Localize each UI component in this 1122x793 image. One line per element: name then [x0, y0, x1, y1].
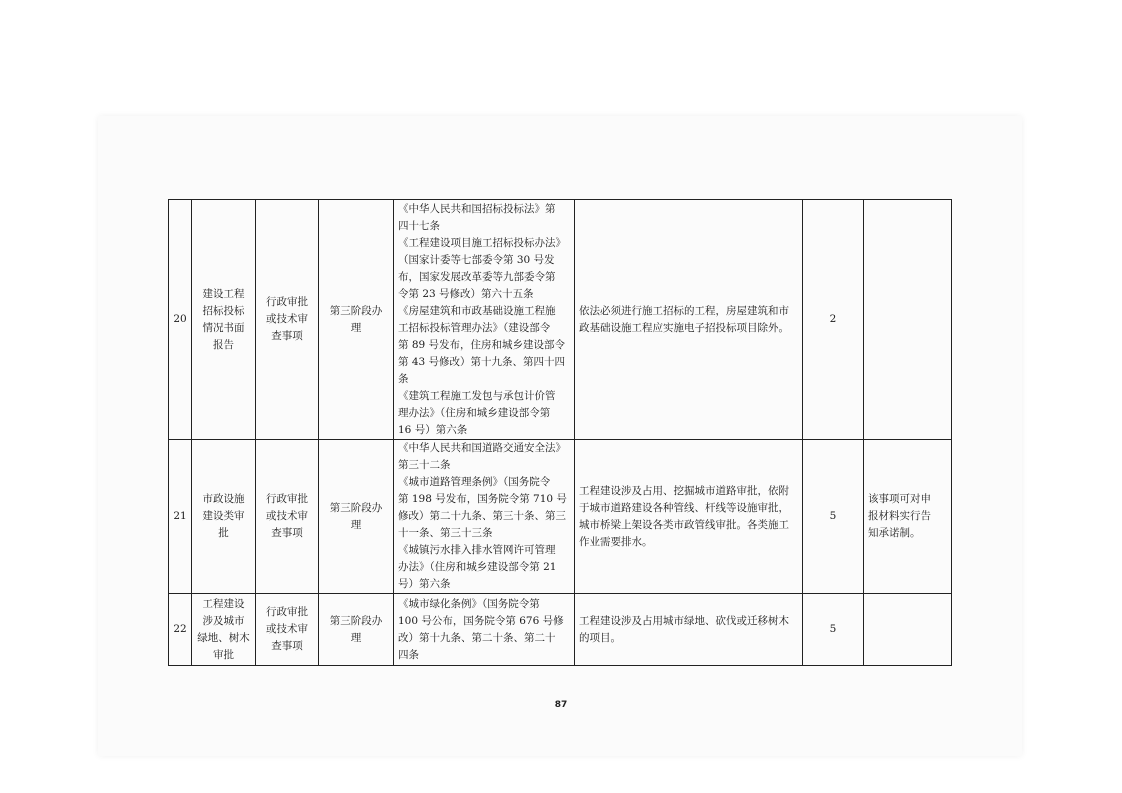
- table-row: [169, 440, 952, 594]
- legal-basis: 《中华人民共和国道路交通安全法》 第三十二条 《城市道路管理条例》（国务院令 第 198 号发布，国务院令第 710 号 修改）第二十九条、第三十条、第三 十一条、第三十三条 《城镇污水排入排水管网许可管理 办法》（住房和城乡建设部令第 21 号）第六条: [394, 440, 575, 594]
- legal-basis: 《城市绿化条例》（国务院令第 100 号公布，国务院令第 676 号修 改）第十九条、第二十条、第二十 四条: [394, 594, 575, 666]
- approval-items-table: [168, 199, 952, 666]
- remarks: [864, 200, 952, 440]
- applicable-scope: 工程建设涉及占用城市绿地、砍伐或迁移树木 的项目。: [575, 594, 803, 666]
- applicable-scope: 依法必须进行施工招标的工程，房屋建筑和市 政基础设施工程应实施电子招投标项目除外。: [575, 200, 803, 440]
- item-number: 21: [169, 440, 192, 594]
- item-name: 市政设施 建设类审 批: [192, 440, 256, 594]
- item-stage: 第三阶段办 理: [319, 200, 394, 440]
- remarks: [864, 594, 952, 666]
- item-name: 建设工程 招标投标 情况书面 报告: [192, 200, 256, 440]
- applicable-scope: 工程建设涉及占用、挖掘城市道路审批，依附 于城市道路建设各种管线、杆线等设施审批， 城市桥梁上架设各类市政管线审批。各类施工 作业需要排水。: [575, 440, 803, 594]
- item-name: 工程建设 涉及城市 绿地、树木 审批: [192, 594, 256, 666]
- time-limit: 2: [803, 200, 864, 440]
- item-type: 行政审批 或技术审 查事项: [256, 440, 319, 594]
- item-number: 22: [169, 594, 192, 666]
- page-number: 87: [554, 700, 568, 710]
- time-limit: 5: [803, 440, 864, 594]
- item-type: 行政审批 或技术审 查事项: [256, 594, 319, 666]
- item-stage: 第三阶段办 理: [319, 440, 394, 594]
- remarks: 该事项可对申 报材料实行告 知承诺制。: [864, 440, 952, 594]
- time-limit: 5: [803, 594, 864, 666]
- item-stage: 第三阶段办 理: [319, 594, 394, 666]
- item-number: 20: [169, 200, 192, 440]
- table-row: [169, 200, 952, 440]
- table-row: [169, 594, 952, 666]
- item-type: 行政审批 或技术审 查事项: [256, 200, 319, 440]
- legal-basis: 《中华人民共和国招标投标法》第 四十七条 《工程建设项目施工招标投标办法》 （国家计委等七部委令第 30 号发 布，国家发展改革委等九部委令第 令第 23 号修改）第六十五条 《房屋建筑和市政基础设施工程施 工招标投标管理办法》（建设部令 第 89 号发布，住房和城乡建设部令 第 43 号修改）第十九条、第四十四 条 《建筑工程施工发包与承包计价管 理办法》（住房和城乡建设部令第 16 号）第六条: [394, 200, 575, 440]
